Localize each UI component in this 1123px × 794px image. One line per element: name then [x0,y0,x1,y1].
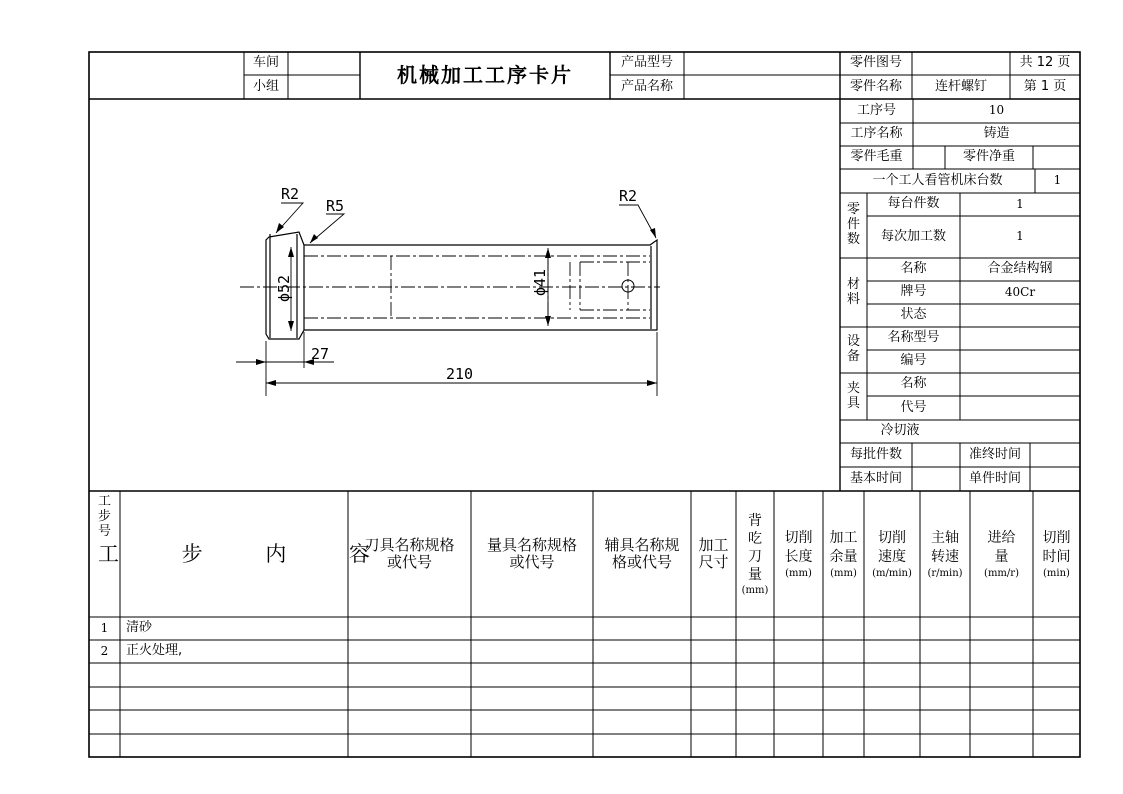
part-name-value: 连杆螺钉 [934,78,987,94]
per-process-label: 每次加工数 [880,228,946,244]
step-no [89,710,120,734]
net-weight-label: 零件净重 [962,149,1015,165]
col-aux-tool: 辅具名称规格或代号 [604,535,680,571]
col-cut-length [774,491,823,617]
step-no: 2 [100,643,109,658]
batch-size-label: 每批件数 [849,446,902,462]
per-process-value: 1 [1016,229,1024,244]
step-content [120,687,348,710]
col-step-content: 工 步 内 容 [97,541,399,566]
step-no [89,663,120,687]
col-feed-title: 进给量 [987,529,1016,566]
equipment-model-label: 名称型号 [887,330,940,346]
col-cut-length-title: 切削长度 [784,529,813,566]
dia-41-label: ϕ41 [531,268,549,296]
card-title: 机械加工工序卡片 [397,63,573,87]
col-depth [736,491,774,617]
fixture-name-label: 名称 [900,376,927,392]
col-cut-speed [864,491,920,617]
material-grade-label: 牌号 [900,284,927,300]
col-spindle-speed-unit: (r/min) [927,567,963,579]
col-cut-time-title: 切削时间 [1042,529,1071,566]
blank-weight-label: 零件毛重 [850,149,903,165]
r2-left-label: R2 [281,185,300,203]
machines-per-worker-label: 一个工人看管机床台数 [872,172,1003,188]
per-unit-label: 每台件数 [887,196,940,212]
fixture-label: 夹具 [846,380,860,411]
product-model-label: 产品型号 [620,55,673,71]
col-cut-time [1033,491,1080,617]
step-no [89,687,120,710]
product-name-label: 产品名称 [620,78,673,94]
col-cut-speed-unit: (m/min) [872,567,912,579]
fixture-code-label: 代号 [900,399,927,415]
col-machining-dim: 加工尺寸 [698,535,729,571]
material-name-value: 合金结构钢 [987,261,1053,277]
r5-label: R5 [326,197,345,215]
equipment-label: 设备 [846,334,860,364]
col-depth-unit: (mm) [741,584,769,596]
part-drawing-no-label: 零件图号 [849,55,902,71]
part-count-label: 零件数 [846,202,860,247]
material-label: 材料 [846,276,860,307]
step-content [120,734,348,757]
op-no-value: 10 [988,103,1005,118]
material-name-label: 名称 [900,261,927,277]
equipment-no-label: 编号 [900,353,927,369]
part-name-label: 零件名称 [849,78,902,94]
col-allowance-title: 加工余量 [829,529,858,566]
dia-52-label: ϕ52 [275,274,293,302]
r2-right-label: R2 [619,187,638,205]
base-time-label: 基本时间 [849,470,902,486]
bolt-shank [304,240,657,330]
col-feed [970,491,1033,617]
col-feed-unit: (mm/r) [984,567,1019,579]
col-depth-title: 背吃刀量 [748,512,762,584]
op-name-label: 工序名称 [850,126,903,142]
col-cut-time-unit: (min) [1043,567,1070,579]
col-allowance [823,491,864,617]
unit-time-label: 单件时间 [968,470,1021,486]
col-spindle-speed [920,491,970,617]
col-step-no: 工步号 [97,494,111,539]
op-no-label: 工序号 [856,102,896,118]
prep-time-label: 准终时间 [968,446,1021,462]
dim-210-label: 210 [446,365,474,383]
step-content [120,710,348,734]
col-gauge: 量具名称规格或代号 [486,535,577,571]
material-state-label: 状态 [900,307,927,323]
per-unit-value: 1 [1016,196,1024,211]
step-no [89,734,120,757]
workshop-label: 车间 [252,55,279,71]
col-allowance-unit: (mm) [830,567,857,579]
step-no: 1 [100,620,109,635]
coolant-label: 冷切液 [880,423,920,439]
dim-27-label: 27 [311,345,330,363]
material-grade-value: 40Cr [1004,284,1036,299]
col-spindle-speed-title: 主轴转速 [931,529,959,566]
step-content: 正火处理, [126,643,183,659]
total-pages: 共 12 页 [1019,55,1071,71]
step-content: 清砂 [126,620,153,636]
step-content [120,663,348,687]
machines-per-worker-value: 1 [1053,173,1062,188]
col-cut-length-unit: (mm) [785,567,812,579]
col-cut-speed-title: 切削速度 [878,529,906,566]
page-number: 第 1 页 [1023,78,1067,94]
col-tool: 刀具名称规格或代号 [364,535,455,571]
op-name-value: 铸造 [983,126,1010,142]
group-label: 小组 [252,78,279,94]
